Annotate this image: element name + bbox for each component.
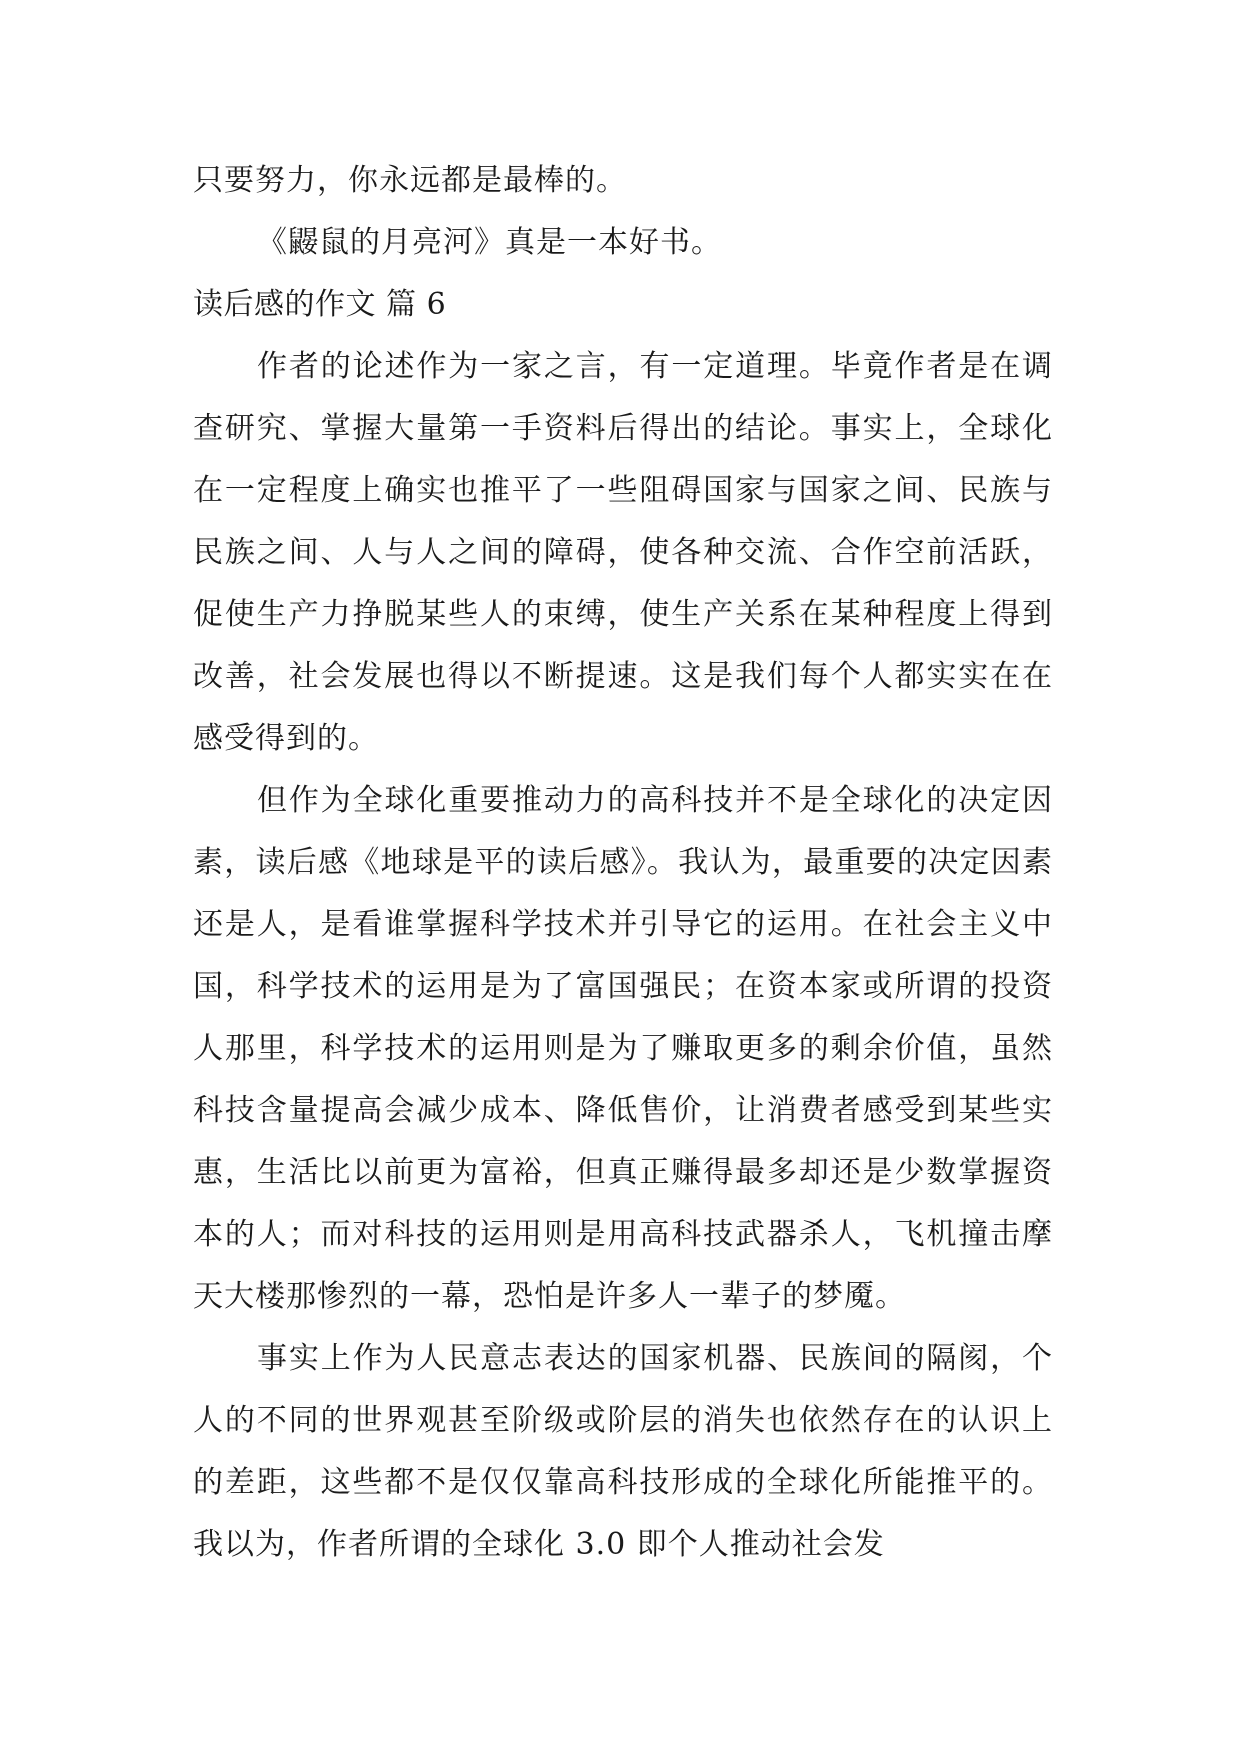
book-line: 《鼹鼠的月亮河》真是一本好书。 xyxy=(257,225,722,260)
section-heading: 读后感的作文 篇 6 xyxy=(193,287,447,322)
continuation-line: 只要努力，你永远都是最棒的。 xyxy=(193,163,627,198)
document-body xyxy=(193,150,1053,1576)
paragraph-3: 事实上作为人民意志表达的国家机器、民族间的隔阂，个人的不同的世界观甚至阶级或阶层的消失也依然存在的认识上的差距，这些都不是仅仅靠高科技形成的全球化所能推平的。我以为，作者所谓的全球化 3.0 即个人推动社会发 xyxy=(193,1341,1053,1562)
paragraph-1: 作者的论述作为一家之言，有一定道理。毕竟作者是在调查研究、掌握大量第一手资料后得出的结论。事实上，全球化在一定程度上确实也推平了一些阻碍国家与国家之间、民族与民族之间、人与人之间的障碍，使各种交流、合作空前活跃，促使生产力挣脱某些人的束缚，使生产关系在某种程度上得到改善，社会发展也得以不断提速。这是我们每个人都实实在在感受得到的。 xyxy=(193,349,1053,756)
paragraph-2: 但作为全球化重要推动力的高科技并不是全球化的决定因素，读后感《地球是平的读后感》。我认为，最重要的决定因素还是人，是看谁掌握科学技术并引导它的运用。在社会主义中国，科学技术的运用是为了富国强民；在资本家或所谓的投资人那里，科学技术的运用则是为了赚取更多的剩余价值，虽然科技含量提高会减少成本、降低售价，让消费者感受到某些实惠，生活比以前更为富裕，但真正赚得最多却还是少数掌握资本的人；而对科技的运用则是用高科技武器杀人，飞机撞击摩天大楼那惨烈的一幕，恐怕是许多人一辈子的梦魇。 xyxy=(193,783,1053,1314)
